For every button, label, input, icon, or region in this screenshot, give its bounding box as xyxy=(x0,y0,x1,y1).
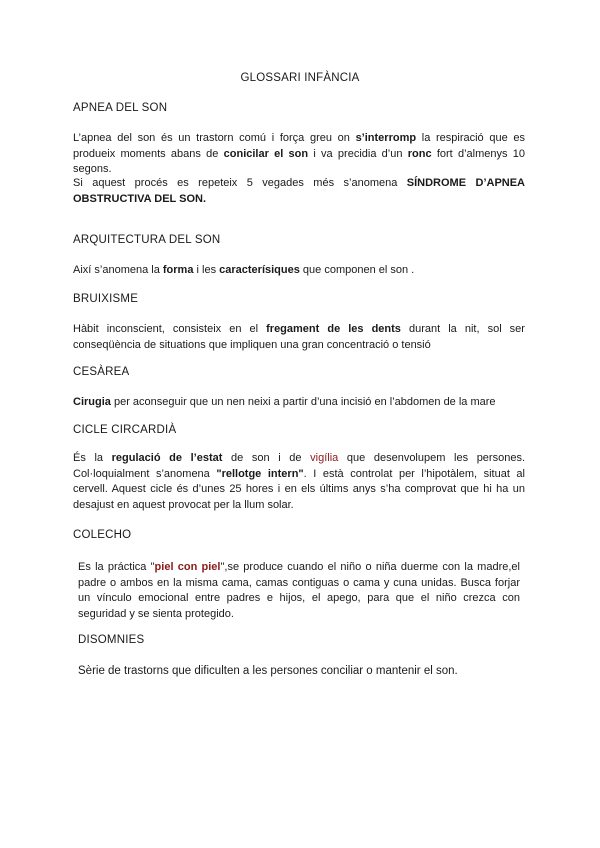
heading-cesarea: CESÀREA xyxy=(73,366,130,378)
text-run: que desenvolupem les persones. Col·loquialment s’anomena xyxy=(73,452,525,480)
text-run: per aconseguir que un nen neixi a partir d’una incisió en l’abdomen de la mare xyxy=(110,396,496,408)
text-run: i les xyxy=(193,264,220,276)
document-title: GLOSSARI INFÀNCIA xyxy=(240,72,360,84)
heading-colecho: COLECHO xyxy=(73,529,132,541)
heading-arquitectura-del-son: ARQUITECTURA DEL SON xyxy=(73,234,221,246)
bold-term: caracterísiques xyxy=(219,264,300,276)
text-run: Si aquest procés es repeteix 5 vegades més s’anomena xyxy=(73,177,407,189)
text-run: Sèrie de trastorns que dificulten a les persones conciliar o mantenir el son. xyxy=(78,665,458,677)
bold-term: conicilar el son xyxy=(223,147,309,160)
text-run: durant la nit, sol ser conseqüència de situations que impliquen una gran concentració o tensió xyxy=(73,323,525,351)
text-run: L’apnea del son és un trastorn comú i força greu on xyxy=(73,132,356,144)
paragraph-cesarea xyxy=(73,395,525,411)
text-run: Es la práctica " xyxy=(78,561,155,573)
text-run: . I està controlat per l’hipotàlem, situat al cervell. Aquest cicle és d’unes 25 hores i en els últims anys s’ha comprovat que hi ha un desajust en aquest provocat per la llum solar. xyxy=(73,467,525,511)
paragraph-apnea-definition xyxy=(73,131,525,178)
bold-term: ronc xyxy=(407,147,432,160)
highlighted-term: piel con piel xyxy=(154,561,221,573)
text-run: Així s’anomena la xyxy=(73,264,163,276)
bold-term: fregament de les dents xyxy=(266,323,401,335)
bold-term: SÍNDROME D’APNEA OBSTRUCTIVA DEL SON. xyxy=(73,177,526,205)
heading-cicle-circardia: CICLE CIRCARDIÀ xyxy=(73,424,177,436)
text-run: i va precidia d’un xyxy=(308,147,408,160)
bold-term: regulació de l’estat xyxy=(111,452,223,464)
paragraph-disomnies xyxy=(78,664,520,680)
bold-term: "rellotge intern" xyxy=(216,467,304,480)
highlighted-term: vigília xyxy=(310,452,339,464)
heading-bruixisme: BRUIXISME xyxy=(73,293,139,305)
text-run: que componen el son . xyxy=(299,264,415,276)
text-run: Hàbit inconscient, consisteix en el xyxy=(73,323,267,335)
text-run: fort d’almenys 10 segons. xyxy=(73,147,525,175)
bold-term: Cirugia xyxy=(73,396,111,408)
bold-term: s’interromp xyxy=(355,132,417,144)
text-run: És la xyxy=(73,452,112,464)
paragraph-bruixisme xyxy=(73,322,525,353)
text-run: de son i de xyxy=(222,452,311,464)
bold-term: forma xyxy=(162,264,194,276)
text-run: ",se produce cuando el niño o niña duerme con la madre,el padre o ambos en la misma cama, camas contiguas o cama y cuna unidas. Busca forjar un vínculo emocional entre padres e hijos, el apego, para que el niño crezca con seguridad y se sienta protegido. xyxy=(78,561,520,620)
paragraph-arquitectura xyxy=(73,263,525,279)
paragraph-cicle-circardia xyxy=(73,451,525,513)
paragraph-apnea-syndrome xyxy=(73,176,525,207)
paragraph-colecho xyxy=(78,560,520,622)
text-run: la respiració que es produeix moments abans de xyxy=(73,132,525,160)
heading-apnea-del-son: APNEA DEL SON xyxy=(73,102,168,114)
heading-disomnies: DISOMNIES xyxy=(78,634,145,646)
